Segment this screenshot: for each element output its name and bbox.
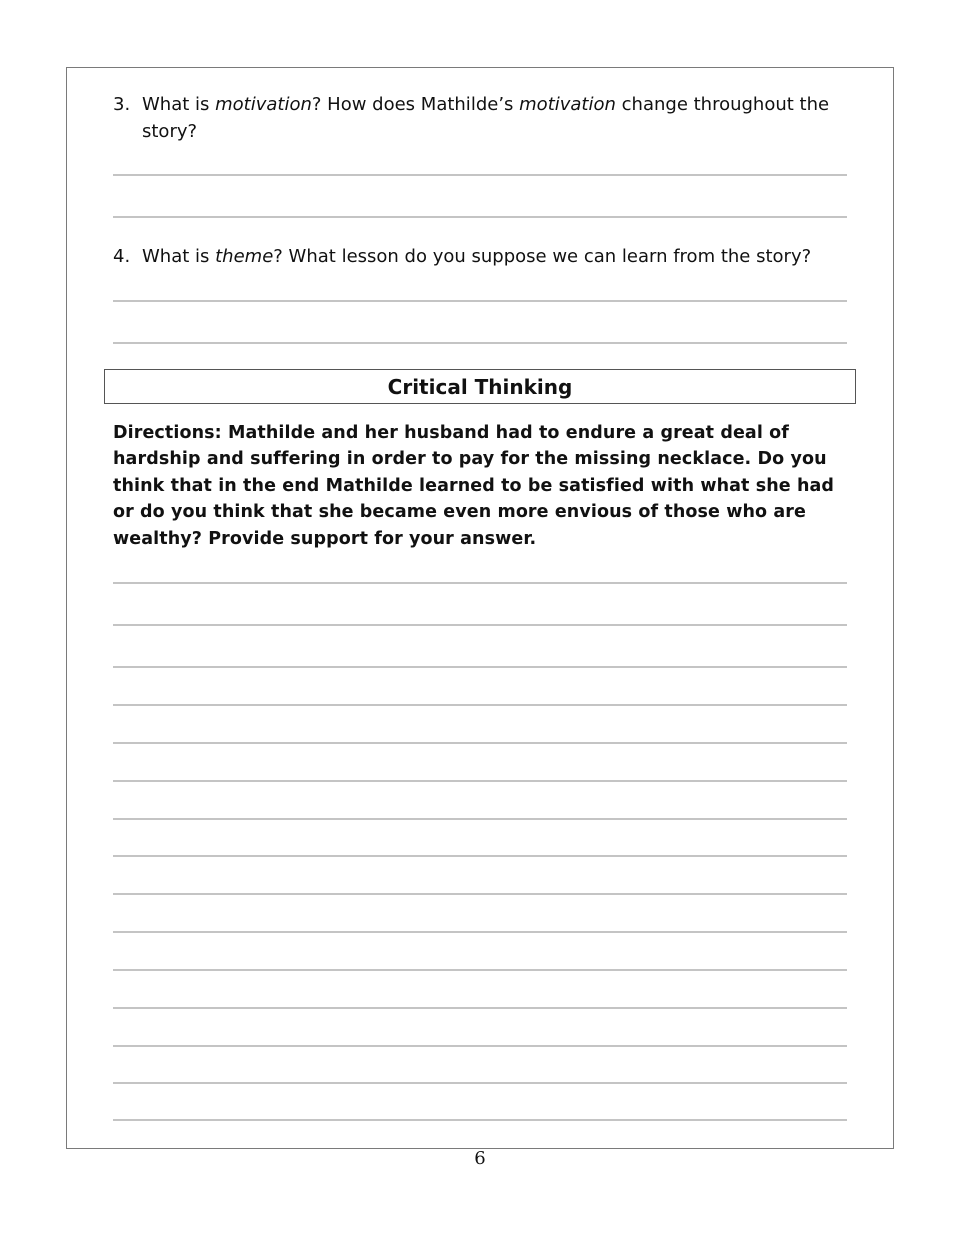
- answer-line[interactable]: [113, 969, 847, 971]
- section-heading: Critical Thinking: [387, 374, 573, 399]
- answer-line[interactable]: [113, 1007, 847, 1009]
- directions-text: Directions: Mathilde and her husband had to endure a great deal of hardship and suffering in order to pay for the missing necklace. Do you think that in the end Mathilde learned to be satisfied with what she had or do you think that she became even more envious of those who are wealthy? Provide support for your answer.: [113, 423, 835, 549]
- question-text-part: ? What lesson do you suppose we can learn from the story?: [273, 246, 812, 267]
- answer-line[interactable]: [113, 855, 847, 857]
- question-4: [113, 243, 833, 270]
- answer-line[interactable]: [113, 780, 847, 782]
- page-number: 6: [474, 1148, 486, 1169]
- answer-line[interactable]: [113, 818, 847, 820]
- section-heading-box: [104, 369, 856, 404]
- answer-line[interactable]: [113, 342, 847, 344]
- answer-line[interactable]: [113, 174, 847, 176]
- answer-line[interactable]: [113, 1045, 847, 1047]
- question-text: [142, 243, 833, 270]
- answer-line[interactable]: [113, 1119, 847, 1121]
- question-text-part: What is: [142, 246, 216, 267]
- answer-line[interactable]: [113, 931, 847, 933]
- question-number: 3.: [113, 94, 131, 115]
- answer-line[interactable]: [113, 666, 847, 668]
- answer-line[interactable]: [113, 624, 847, 626]
- answer-line[interactable]: [113, 582, 847, 584]
- answer-line[interactable]: [113, 1082, 847, 1084]
- question-number: 4.: [113, 246, 131, 267]
- question-text: [142, 91, 833, 145]
- question-text-part: change throughout the story?: [142, 94, 830, 142]
- answer-line[interactable]: [113, 216, 847, 218]
- question-term: motivation: [215, 94, 312, 115]
- page-frame: [66, 67, 894, 1149]
- question-term: theme: [215, 246, 274, 267]
- question-term: motivation: [519, 94, 616, 115]
- answer-line[interactable]: [113, 893, 847, 895]
- answer-line[interactable]: [113, 300, 847, 302]
- question-text-part: ? How does Mathilde’s: [311, 94, 520, 115]
- question-3: [113, 91, 833, 145]
- answer-line[interactable]: [113, 742, 847, 744]
- question-text-part: What is: [142, 94, 216, 115]
- answer-line[interactable]: [113, 704, 847, 706]
